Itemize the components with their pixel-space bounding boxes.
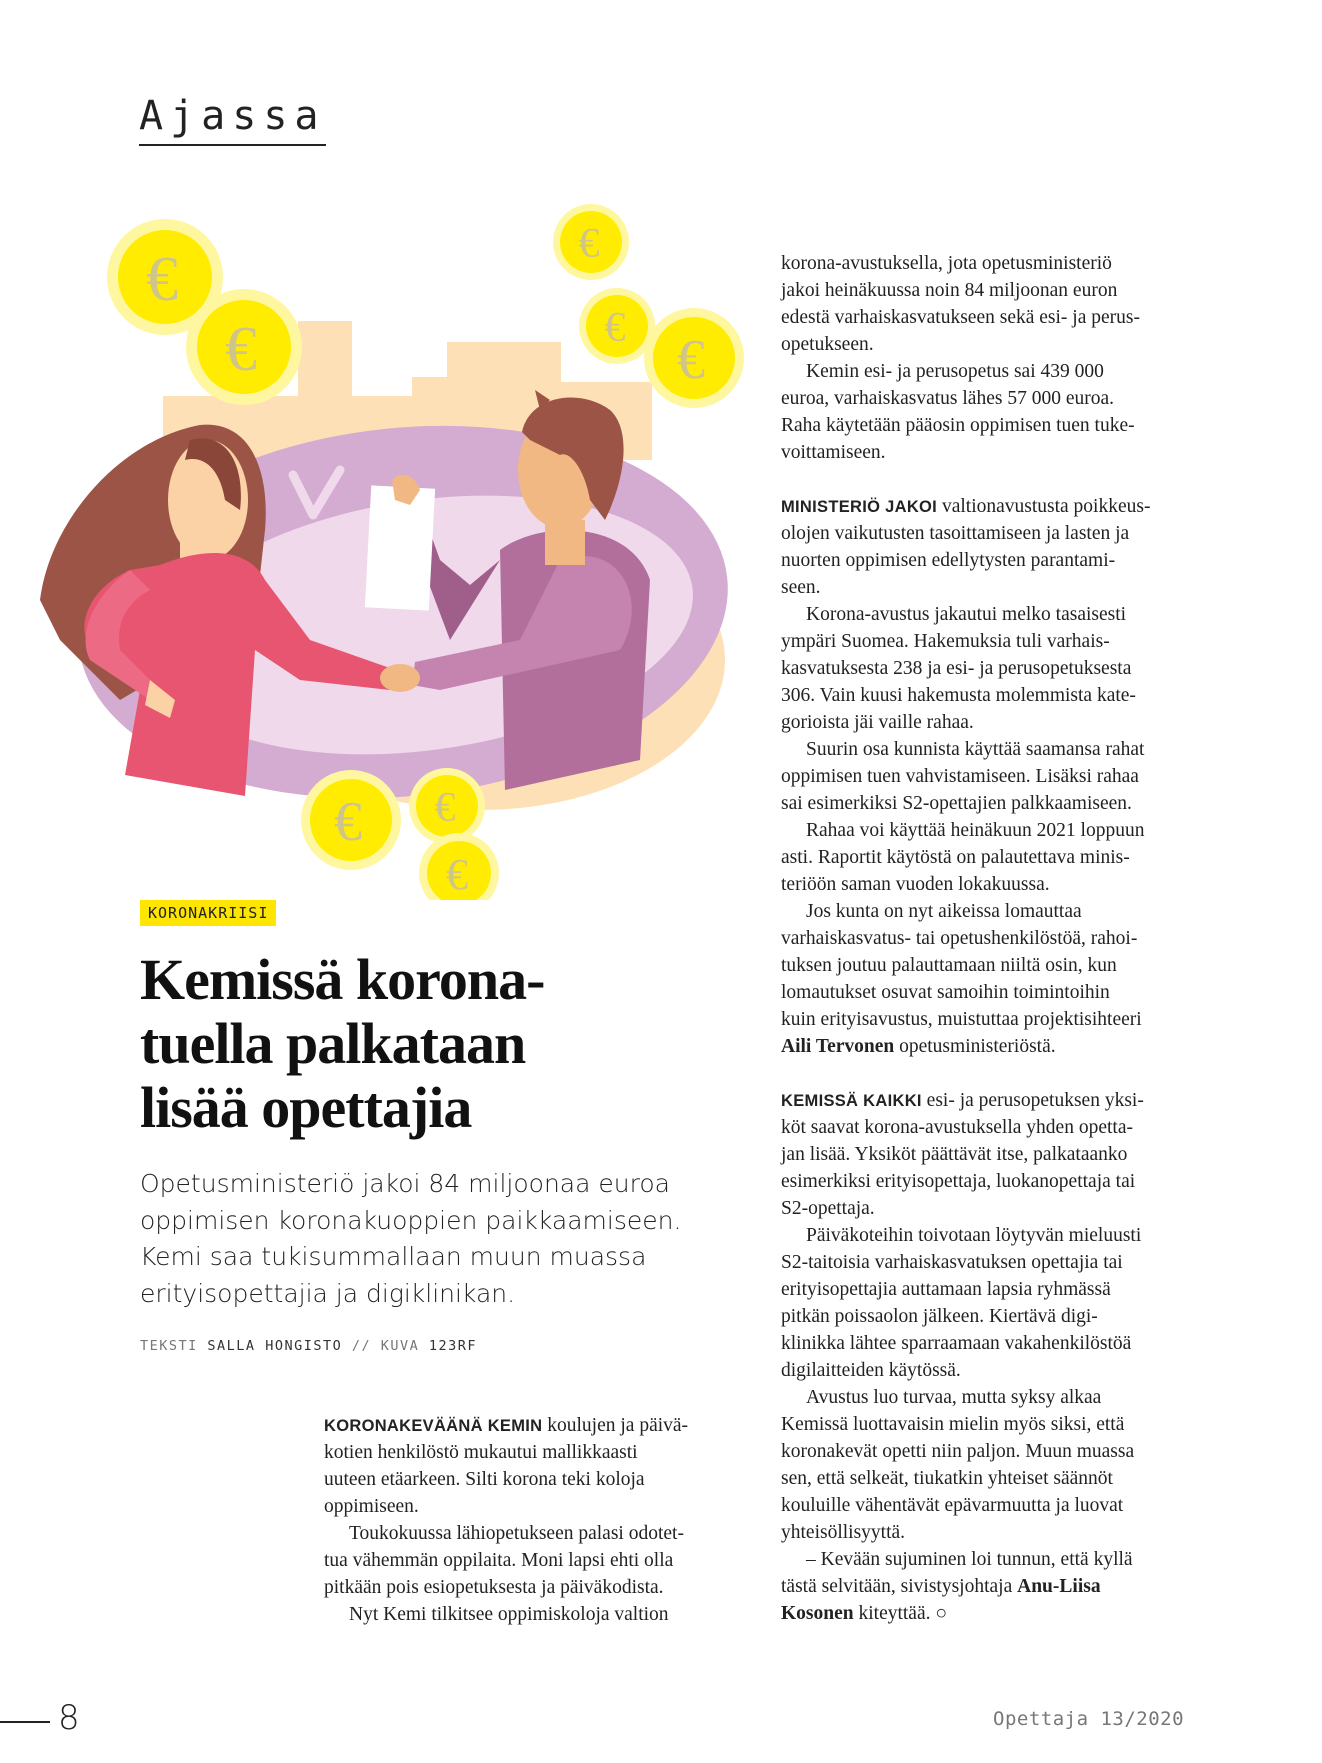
text-run: digilaitteiden käytössä. xyxy=(781,1360,961,1381)
paragraph xyxy=(781,898,1221,1060)
text-line xyxy=(781,1573,1221,1600)
text-run: kuin erityisavustus, muistuttaa projektisihteeri xyxy=(781,1009,1142,1030)
text-line xyxy=(781,763,1221,790)
text-line xyxy=(781,439,1221,466)
paragraph xyxy=(781,250,1221,358)
text-line xyxy=(781,1006,1221,1033)
lead-in: MINISTERIÖ JAKOI xyxy=(781,498,938,516)
text-run: tästä selvitään, sivistysjohtaja xyxy=(781,1576,1018,1597)
text-line xyxy=(781,574,1221,601)
text-line xyxy=(781,331,1221,358)
paragraph xyxy=(324,1412,744,1520)
text-line xyxy=(781,925,1221,952)
text-run: S2-taitoisia varhaiskasvatuksen opettajia tai xyxy=(781,1252,1123,1273)
text-line xyxy=(324,1547,744,1574)
deck-line: Opetusministeriö jakoi 84 miljoonaa euroa xyxy=(140,1169,670,1198)
text-run: seen. xyxy=(781,577,821,598)
text-run: sai esimerkiksi S2-opettajien palkkaamiseen. xyxy=(781,793,1132,814)
text-run: oppimisen tuen vahvistamiseen. Lisäksi rahaa xyxy=(781,766,1139,787)
deck-line: erityisopettajia ja digiklinikan. xyxy=(140,1278,516,1308)
text-run: pitkän poissaolon jälkeen. Kiertävä digi- xyxy=(781,1306,1098,1327)
body-column-left xyxy=(324,1412,744,1628)
text-run: olojen vaikutusten tasoittamiseen ja lasten ja xyxy=(781,523,1130,544)
text-line xyxy=(781,1384,1221,1411)
svg-text:€: € xyxy=(604,305,626,351)
text-run: jan lisää. Yksiköt päättävät itse, palkataanko xyxy=(781,1144,1128,1165)
lead-in: KEMISSÄ KAIKKI xyxy=(781,1092,922,1110)
text-run: Suurin osa kunnista käyttää saamansa rahat xyxy=(806,739,1145,760)
text-run: Päiväkoteihin toivotaan löytyvän mieluusti xyxy=(806,1225,1142,1246)
category-tag: KORONAKRIISI xyxy=(140,900,276,926)
text-run: tua vähemmän oppilaita. Moni lapsi ehti olla xyxy=(324,1550,674,1571)
text-line xyxy=(781,412,1221,439)
text-run: teriöön saman vuoden lokakuussa. xyxy=(781,874,1050,895)
footer-rule xyxy=(0,1721,50,1723)
text-run: Rahaa voi käyttää heinäkuun 2021 loppuun xyxy=(806,820,1145,841)
paragraph xyxy=(324,1520,744,1601)
text-run: Jos kunta on nyt aikeissa lomauttaa xyxy=(806,901,1082,922)
text-run: köt saavat korona-avustuksella yhden opetta- xyxy=(781,1117,1133,1138)
paragraph xyxy=(781,736,1221,817)
byline-author: SALLA HONGISTO xyxy=(207,1338,343,1354)
text-run: tuksen joutuu palauttamaan niiltä osin, kun xyxy=(781,955,1117,976)
text-line xyxy=(781,1222,1221,1249)
svg-text:€: € xyxy=(446,850,468,899)
text-line xyxy=(781,1411,1221,1438)
byline-text-label: TEKSTI xyxy=(140,1338,198,1354)
text-run: nuorten oppimisen edellytysten parantami- xyxy=(781,550,1116,571)
paragraph xyxy=(781,1222,1221,1384)
headline xyxy=(140,948,700,1140)
text-run: gorioista jäi vaille rahaa. xyxy=(781,712,974,733)
paragraph xyxy=(781,1546,1221,1627)
svg-text:€: € xyxy=(146,243,178,314)
text-line xyxy=(781,1195,1221,1222)
text-line xyxy=(781,1168,1221,1195)
text-run: uuteen etäarkeen. Silti korona teki koloja xyxy=(324,1469,645,1490)
text-line xyxy=(781,385,1221,412)
text-line xyxy=(324,1601,744,1628)
text-line xyxy=(781,844,1221,871)
text-line xyxy=(781,358,1221,385)
text-line xyxy=(781,520,1221,547)
text-run: Toukokuussa lähiopetukseen palasi odotet- xyxy=(349,1523,684,1544)
paragraph-gap xyxy=(781,1060,1221,1087)
paragraph xyxy=(781,1087,1221,1222)
text-run: varhaiskasvatus- tai opetushenkilöstöä, rahoi- xyxy=(781,928,1138,949)
deck xyxy=(140,1166,700,1312)
text-run: esimerkiksi erityisopettaja, luokanopettaja tai xyxy=(781,1171,1136,1192)
text-run: esi- ja perusopetuksen yksi- xyxy=(921,1090,1144,1111)
illustration-handshake xyxy=(0,180,760,900)
text-run: kotien henkilöstö mukautui mallikkaasti xyxy=(324,1442,638,1463)
text-line xyxy=(781,979,1221,1006)
text-run: asti. Raportit käytöstä on palautettava minis- xyxy=(781,847,1130,868)
paper-document-icon xyxy=(365,485,435,610)
paragraph-gap xyxy=(781,466,1221,493)
coin-icon xyxy=(419,833,499,900)
text-line xyxy=(781,1033,1221,1060)
paragraph xyxy=(781,1384,1221,1546)
text-run: opetusministeriöstä. xyxy=(894,1036,1056,1057)
svg-text:€: € xyxy=(434,785,456,831)
paragraph xyxy=(781,493,1221,601)
text-line xyxy=(781,817,1221,844)
text-line xyxy=(781,1546,1221,1573)
svg-text:€: € xyxy=(334,791,362,853)
paragraph xyxy=(781,601,1221,736)
coin-icon xyxy=(553,204,629,280)
text-line xyxy=(781,304,1221,331)
text-run: klinikka lähtee sparraamaan vakahenkilöstöä xyxy=(781,1333,1132,1354)
person-name: Aili Tervonen xyxy=(781,1036,895,1057)
headline-line: Kemissä korona- xyxy=(140,947,545,1012)
svg-text:€: € xyxy=(225,313,257,384)
text-line xyxy=(781,682,1221,709)
text-run: Avustus luo turvaa, mutta syksy alkaa xyxy=(806,1387,1102,1408)
text-run: S2-opettaja. xyxy=(781,1198,875,1219)
byline xyxy=(140,1338,477,1354)
text-line xyxy=(324,1574,744,1601)
text-line xyxy=(781,655,1221,682)
text-line xyxy=(781,1465,1221,1492)
paragraph xyxy=(324,1601,744,1628)
magazine-issue: Opettaja 13/2020 xyxy=(993,1708,1185,1730)
paragraph xyxy=(781,817,1221,898)
text-run: yhteisöllisyyttä. xyxy=(781,1522,906,1543)
text-line xyxy=(324,1412,744,1439)
text-run: erityisopettajia auttamaan lapsia ryhmässä xyxy=(781,1279,1111,1300)
text-line xyxy=(324,1439,744,1466)
coin-icon xyxy=(644,308,744,408)
end-mark-icon: ○ xyxy=(935,1603,948,1624)
text-run: koronakevät opetti niin paljon. Muun muassa xyxy=(781,1441,1135,1462)
text-run: korona-avustuksella, jota opetusministeriö xyxy=(781,253,1112,274)
text-run: Kemin esi- ja perusopetus sai 439 000 xyxy=(806,361,1104,382)
body-column-right xyxy=(781,250,1221,1627)
text-run: – Kevään sujuminen loi tunnun, että kyllä xyxy=(806,1549,1133,1570)
section-title: Ajassa xyxy=(139,92,326,146)
text-line xyxy=(324,1493,744,1520)
handshake xyxy=(380,664,420,692)
text-line xyxy=(781,736,1221,763)
byline-photo-label: KUVA xyxy=(380,1338,420,1354)
coin-icon xyxy=(301,770,401,870)
text-run: jakoi heinäkuussa noin 84 miljoonan euron xyxy=(781,280,1118,301)
text-line xyxy=(781,547,1221,574)
text-run: Nyt Kemi tilkitsee oppimiskoloja valtion xyxy=(349,1604,669,1625)
text-run: lomautukset osuvat samoihin toimintoihin xyxy=(781,982,1110,1003)
byline-separator: // xyxy=(351,1338,372,1354)
text-line xyxy=(781,1357,1221,1384)
text-line xyxy=(781,1276,1221,1303)
coin-icon xyxy=(186,289,302,405)
text-run: kouluille vähentävät epävarmuutta ja luovat xyxy=(781,1495,1124,1516)
text-line xyxy=(781,1249,1221,1276)
text-line xyxy=(324,1466,744,1493)
text-line xyxy=(781,1087,1221,1114)
text-run: ympäri Suomea. Hakemuksia tuli varhais- xyxy=(781,631,1110,652)
text-run: pitkään pois esiopetuksesta ja päiväkodista. xyxy=(324,1577,664,1598)
text-run: euroa, varhaiskasvatus lähes 57 000 euroa. xyxy=(781,388,1115,409)
text-run: sen, että selkeät, tiukatkin yhteiset säännöt xyxy=(781,1468,1113,1489)
headline-line: lisää opettajia xyxy=(140,1075,472,1140)
coin-icon xyxy=(579,288,655,364)
text-run: 306. Vain kuusi hakemusta molemmista kate- xyxy=(781,685,1136,706)
person-name: Anu-Liisa xyxy=(1017,1576,1101,1597)
text-line xyxy=(781,628,1221,655)
text-line xyxy=(324,1520,744,1547)
coin-icon xyxy=(409,768,485,844)
deck-line: oppimisen koronakuoppien paikkaamiseen. xyxy=(140,1205,682,1235)
text-run: Korona-avustus jakautui melko tasaisesti xyxy=(806,604,1127,625)
text-line xyxy=(781,1600,1221,1627)
text-run: kiteyttää. xyxy=(853,1603,936,1624)
text-line xyxy=(781,898,1221,925)
text-run: koulujen ja päivä- xyxy=(542,1415,689,1436)
text-run: edestä varhaiskasvatukseen sekä esi- ja perus- xyxy=(781,307,1140,328)
person-name: Kosonen xyxy=(781,1603,854,1624)
text-line xyxy=(781,493,1221,520)
byline-photo-source: 123RF xyxy=(428,1338,478,1354)
text-line xyxy=(781,1114,1221,1141)
text-line xyxy=(781,790,1221,817)
text-run: voittamiseen. xyxy=(781,442,886,463)
text-run: kasvatuksesta 238 ja esi- ja perusopetuksesta xyxy=(781,658,1132,679)
text-line xyxy=(781,1519,1221,1546)
text-line xyxy=(781,1492,1221,1519)
text-line xyxy=(781,1330,1221,1357)
deck-line: Kemi saa tukisummallaan muun muassa xyxy=(140,1242,647,1271)
svg-text:€: € xyxy=(677,329,705,391)
svg-text:€: € xyxy=(578,221,600,267)
text-run: valtionavustusta poikkeus- xyxy=(937,496,1151,517)
page-number: 8 xyxy=(58,1698,80,1738)
text-line xyxy=(781,871,1221,898)
text-line xyxy=(781,1303,1221,1330)
text-run: opetukseen. xyxy=(781,334,874,355)
text-run: Kemissä luottavaisin mielin myös siksi, että xyxy=(781,1414,1125,1435)
text-run: Raha käytetään pääosin oppimisen tuen tuke- xyxy=(781,415,1135,436)
text-line xyxy=(781,250,1221,277)
text-line xyxy=(781,1141,1221,1168)
text-line xyxy=(781,1438,1221,1465)
text-line xyxy=(781,952,1221,979)
text-run: oppimiseen. xyxy=(324,1496,419,1517)
text-line xyxy=(781,709,1221,736)
text-line xyxy=(781,601,1221,628)
headline-line: tuella palkataan xyxy=(140,1011,526,1076)
text-line xyxy=(781,277,1221,304)
paragraph xyxy=(781,358,1221,466)
lead-in: KORONAKEVÄÄNÄ KEMIN xyxy=(324,1417,543,1435)
